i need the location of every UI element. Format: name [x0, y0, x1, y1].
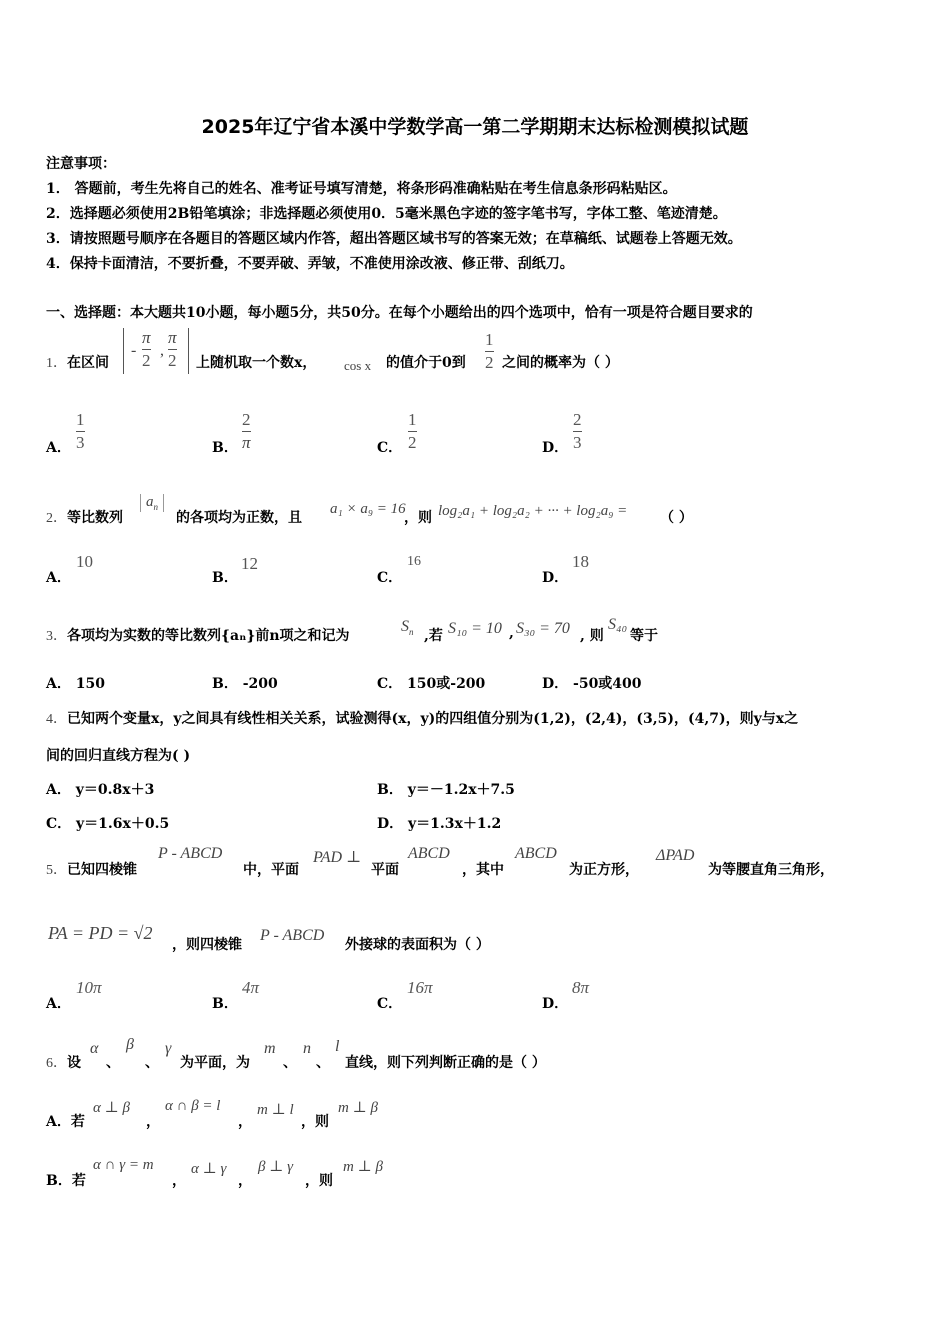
fraction-one-half: 1 2: [485, 330, 494, 372]
log-sum-expression: log₂a₁ + log₂a₂ + ··· + log₂a₉ =: [438, 503, 628, 519]
question-5-text: 外接球的表面积为（ ）: [345, 937, 490, 953]
condition-a1-a9: a₁ × a₉ = 16: [330, 501, 406, 517]
option-c[interactable]: C．: [377, 440, 403, 456]
option-c-value: 16π: [407, 978, 433, 997]
question-3-text: ,若: [424, 628, 443, 644]
option-b[interactable]: B． y＝－1.2x＋7.5: [377, 782, 515, 798]
question-5-text: 平面: [371, 862, 399, 878]
beta: β: [126, 1036, 134, 1053]
question-2: 2．等比数列: [46, 510, 123, 526]
question-4: 4．已知两个变量x，y之间具有线性相关关系，试验测得(x，y)的四组值分别为(1,2)，(2,4)，(3,5)，(4,7)，则y与x之: [46, 711, 799, 727]
option-a[interactable]: A． 150: [46, 676, 105, 692]
option-a[interactable]: A．若: [46, 1114, 85, 1130]
option-c-value: 16: [407, 554, 421, 569]
option-d[interactable]: D．: [542, 440, 569, 456]
gamma: γ: [165, 1040, 172, 1057]
question-1: 1．在区间: [46, 355, 109, 371]
question-3-text: , 则: [580, 628, 604, 644]
option-b[interactable]: B．: [212, 570, 238, 586]
plane-abcd: ABCD: [408, 845, 450, 862]
s10-condition: S₁₀ = 10: [448, 620, 502, 637]
question-5: 5．已知四棱锥: [46, 862, 137, 878]
question-6-text: 直线，则下列判断正确的是（ ）: [345, 1055, 546, 1071]
notice-heading: 注意事项：: [46, 156, 116, 172]
question-1-text: 上随机取一个数x，: [196, 355, 317, 371]
option-c[interactable]: C． 150或-200: [377, 676, 486, 692]
exam-page: 2025年辽宁省本溪中学数学高一第二学期期末达标检测模拟试题 注意事项： 1． 答题前，考生先将自己的姓名、准考证号填写清楚，将条形码准确粘贴在考生信息条形码粘贴区。 2．选择题必须使用2B铅笔填涂；非选择题必须使用0．5毫米黑色字迹的签字笔书写，字体工整、笔迹清楚。 3．请按照题号顺序在各题目的答题区域内作答，超出答题区域书写的答案无效；在草稿纸、试题卷上答题无效。 4．保持卡面清洁，不要折叠，不要弄破、弄皱，不准使用涂改液、修正带、刮纸刀。 一、选择题：本大题共10小题，每小题5分，共50分。在每个小题给出的四个选项中，恰有一项是符合题目要求的 1．在区间 - π 2 , π 2 上随机取一个数x， cos x 的值介于0到 1 2 之间的概率为（ ） A． 1 3 B． 2 π C． 1 2 D． 2 3 2．等比数列 $a_n$ 的各项均为正数，且 a₁ × a₉ = 16 ，则 log₂a₁ + log₂a₂ + ··· + log₂a₉ = （ ） A． 10 B． 12 C． 16 D． 18 3．各项均为实数的等比数列{aₙ}前n项之和记为 $S_n$ ,若 S₁₀ = 10 , S₃₀ = 70 , 则 S₄₀ 等于 A． 150 B． -200 C． 150或-200 D． -50或400 4．已知两个变量x，y之间具有线性相关关系，试验测得(x，y)的四组值分别为(1,2)，(2,4)，(3,5)，(4,7)，则y与x之 间的回归直线方程为( ) A． y＝0.8x＋3 B． y＝－1.2x＋7.5 C． y＝1.6x＋0.5 D． y＝1.3x＋1.2 5．已知四棱锥 P - ABCD 中，平面 PAD ⊥ 平面 ABCD ，其中 ABCD 为正方形， ΔPAD 为等腰直角三角形， PA = PD = √2 ，则四棱锥 P - ABCD 外接球的表面积为（ ） A． 10π B． 4π C． 16π D． 8π 6．设 α 、 β 、 γ 为平面，为 m 、 n 、 l 直线，则下列判断正确的是（ ） A．若 α ⊥ β ， α ∩ β = l ， m ⊥ l ，则 m ⊥ β B．若 α ∩ γ = m ， α ⊥ γ ， β ⊥ γ ，则 m ⊥ β: [0, 0, 950, 1344]
option-a[interactable]: A．: [46, 996, 71, 1012]
equation-pa-pd: PA = PD = √2: [48, 923, 153, 943]
option-d-value: 8π: [572, 978, 590, 997]
sequence-an: $a_n$: [140, 494, 164, 512]
question-2-text: ，则: [404, 510, 432, 526]
option-c[interactable]: C． y＝1.6x＋0.5: [46, 816, 170, 832]
pyramid-label: P - ABCD: [158, 845, 223, 862]
question-5-text: 中，平面: [243, 862, 299, 878]
option-b[interactable]: B．: [212, 440, 238, 456]
question-5-text: ，则四棱锥: [172, 937, 242, 953]
interval-bracket: - π 2 , π 2: [123, 328, 189, 374]
option-a-value: 1 3: [76, 410, 85, 452]
option-d[interactable]: D．: [542, 570, 569, 586]
pyramid-label: P - ABCD: [260, 927, 325, 944]
question-6-text: 为平面，为: [180, 1055, 250, 1071]
question-6: 6．设: [46, 1055, 81, 1071]
triangle-pad: ΔPAD: [656, 847, 695, 864]
square-abcd: ABCD: [515, 845, 557, 862]
option-d[interactable]: D． -50或400: [542, 676, 642, 692]
option-d[interactable]: D． y＝1.3x＋1.2: [377, 816, 502, 832]
line-m: m: [264, 1040, 276, 1057]
question-5-text: 为等腰直角三角形，: [708, 862, 834, 878]
line-n: n: [303, 1040, 311, 1057]
option-c-value: 1 2: [408, 410, 417, 452]
question-3: 3．各项均为实数的等比数列{aₙ}前n项之和记为: [46, 628, 350, 644]
option-d[interactable]: D．: [542, 996, 569, 1012]
option-a-value: 10π: [76, 978, 102, 997]
question-2-text: （ ）: [660, 510, 693, 526]
s30-condition: S₃₀ = 70: [516, 620, 570, 637]
cos-x: cos x: [344, 358, 372, 373]
question-3-text: 等于: [630, 628, 658, 644]
section-heading: 一、选择题：本大题共10小题，每小题5分，共50分。在每个小题给出的四个选项中，恰有一项是符合题目要求的: [46, 305, 753, 321]
notice-item: 1． 答题前，考生先将自己的姓名、准考证号填写清楚，将条形码准确粘贴在考生信息条形码粘贴区。: [46, 181, 677, 197]
option-b-value: 2 π: [242, 410, 251, 452]
option-d-value: 18: [572, 552, 589, 571]
option-a-value: 10: [76, 552, 93, 571]
option-a[interactable]: A．: [46, 570, 71, 586]
alpha: α: [90, 1040, 99, 1057]
notice-item: 2．选择题必须使用2B铅笔填涂；非选择题必须使用0．5毫米黑色字迹的签字笔书写，字体工整、笔迹清楚。: [46, 206, 727, 222]
sn: $S_n$: [401, 618, 414, 638]
s40: S₄₀: [608, 616, 628, 633]
option-a[interactable]: A． y＝0.8x＋3: [46, 782, 155, 798]
option-b-value: 12: [241, 554, 258, 573]
notice-item: 3．请按照题号顺序在各题目的答题区域内作答，超出答题区域书写的答案无效；在草稿纸、试题卷上答题无效。: [46, 231, 742, 247]
question-1-text: 之间的概率为（ ）: [502, 355, 619, 371]
question-4-line2: 间的回归直线方程为( ): [46, 748, 191, 764]
option-b[interactable]: B．若: [46, 1173, 86, 1189]
option-a[interactable]: A．: [46, 440, 71, 456]
option-c[interactable]: C．: [377, 996, 403, 1012]
question-1-text: 的值介于0到: [386, 355, 466, 371]
question-5-text: ，其中: [462, 862, 504, 878]
option-b[interactable]: B．: [212, 996, 238, 1012]
line-l: l: [335, 1038, 340, 1055]
question-5-text: 为正方形，: [569, 862, 639, 878]
option-d-value: 2 3: [573, 410, 582, 452]
option-c[interactable]: C．: [377, 570, 403, 586]
page-title: 2025年辽宁省本溪中学数学高一第二学期期末达标检测模拟试题: [201, 116, 749, 138]
notice-item: 4．保持卡面清洁，不要折叠，不要弄破、弄皱，不准使用涂改液、修正带、刮纸刀。: [46, 256, 574, 272]
plane-pad: PAD ⊥: [313, 849, 362, 866]
option-b-value: 4π: [242, 978, 260, 997]
option-b[interactable]: B． -200: [212, 676, 278, 692]
question-2-text: 的各项均为正数，且: [176, 510, 302, 526]
